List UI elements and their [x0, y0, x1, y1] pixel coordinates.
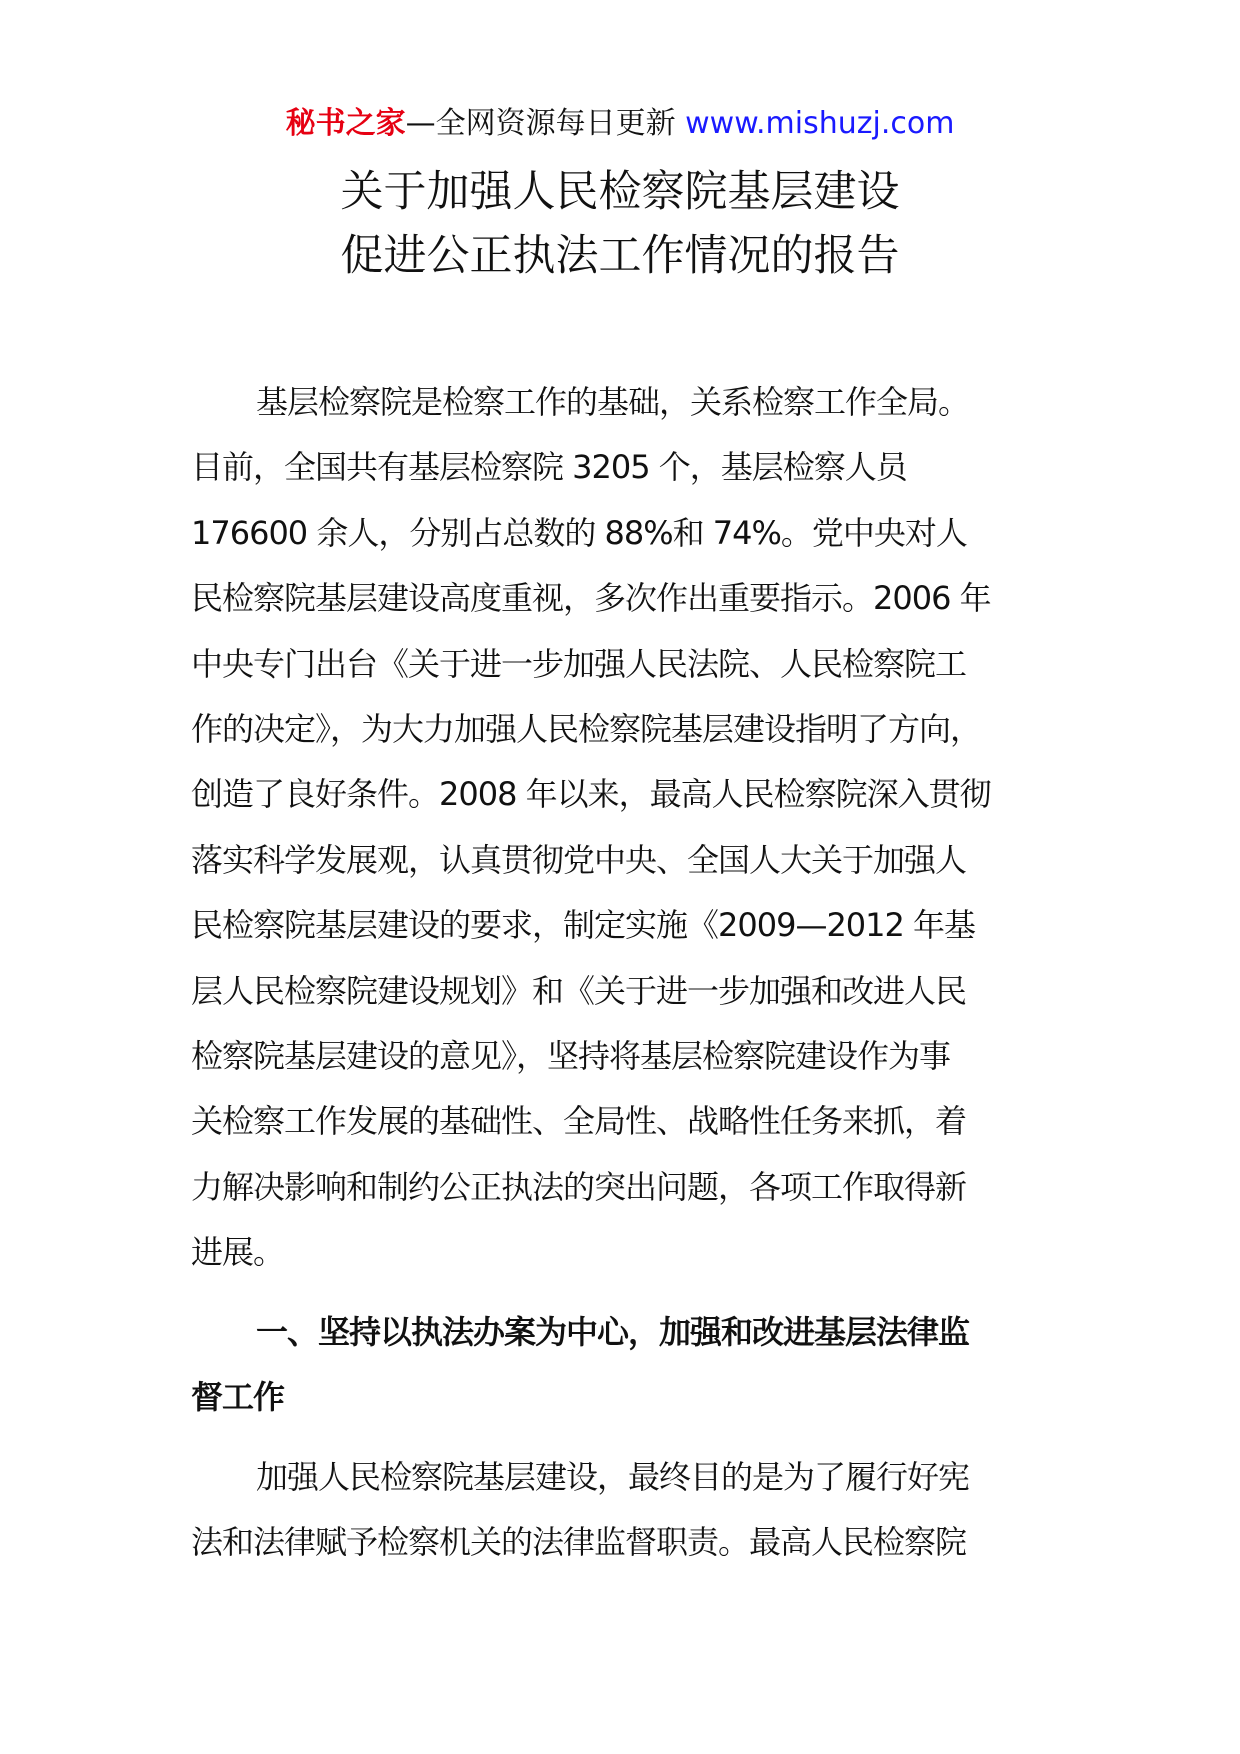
paragraph-line: 进展。	[191, 1233, 285, 1272]
document-body	[191, 370, 1061, 1575]
site-tagline: —全网资源每日更新	[405, 106, 676, 141]
site-header	[0, 102, 1240, 146]
paragraph-line: 创造了良好条件。2008 年以来，最高人民检察院深入贯彻	[191, 775, 991, 814]
paragraph-line: 目前，全国共有基层检察院 3205 个，基层检察人员	[191, 448, 907, 487]
paragraph-1	[191, 370, 1061, 1286]
paragraph-line: 民检察院基层建设高度重视，多次作出重要指示。2006 年	[191, 579, 991, 618]
section-heading-1	[191, 1300, 1061, 1431]
paragraph-line: 检察院基层建设的意见》，坚持将基层检察院建设作为事	[191, 1037, 951, 1076]
paragraph-line: 中央专门出台《关于进一步加强人民法院、人民检察院工	[191, 644, 967, 683]
title-line-2: 促进公正执法工作情况的报告	[340, 231, 900, 281]
paragraph-line: 力解决影响和制约公正执法的突出问题，各项工作取得新	[191, 1167, 967, 1206]
paragraph-line: 关检察工作发展的基础性、全局性、战略性任务来抓，着	[191, 1102, 967, 1141]
site-brand: 秘书之家	[285, 106, 406, 141]
paragraph-2	[191, 1445, 1061, 1576]
paragraph-line: 加强人民检察院基层建设，最终目的是为了履行好宪	[256, 1457, 970, 1496]
heading-line: 一、坚持以执法办案为中心，加强和改进基层法律监	[256, 1312, 970, 1351]
site-url-link[interactable]: www.mishuzj.com	[685, 106, 955, 141]
paragraph-line: 作的决定》，为大力加强人民检察院基层建设指明了方向，	[191, 710, 982, 749]
heading-line: 督工作	[191, 1378, 285, 1417]
document-title	[0, 160, 1240, 288]
paragraph-line: 176600 余人，分别占总数的 88%和 74%。党中央对人	[191, 513, 967, 552]
paragraph-line: 法和法律赋予检察机关的法律监督职责。最高人民检察院	[191, 1522, 967, 1561]
paragraph-line: 层人民检察院建设规划》和《关于进一步加强和改进人民	[191, 971, 967, 1010]
paragraph-line: 基层检察院是检察工作的基础，关系检察工作全局。	[256, 383, 970, 421]
paragraph-line: 民检察院基层建设的要求，制定实施《2009—2012 年基	[191, 906, 976, 945]
title-line-1: 关于加强人民检察院基层建设	[340, 167, 900, 217]
paragraph-line: 落实科学发展观，认真贯彻党中央、全国人大关于加强人	[191, 840, 967, 879]
